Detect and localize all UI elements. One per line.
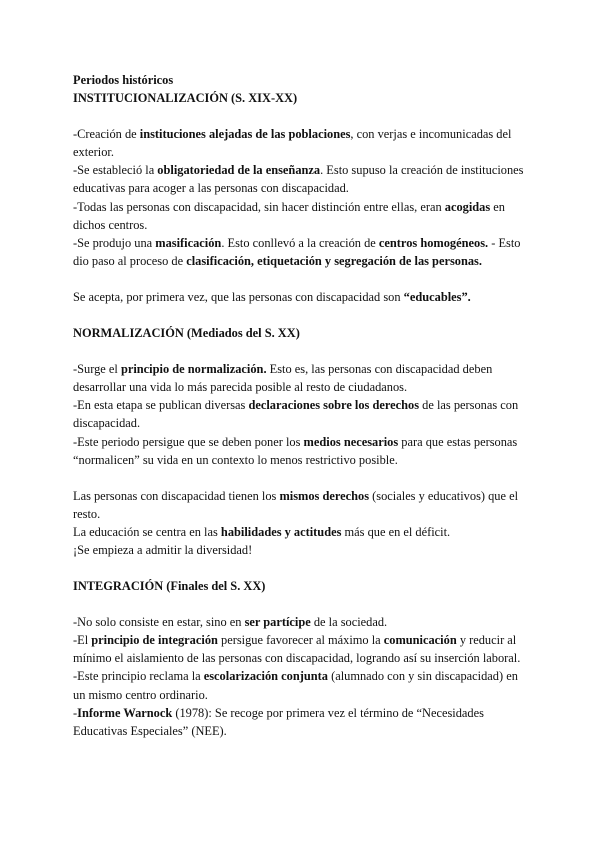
paragraph: -Se estableció la obligatoriedad de la enseñanza. Esto supuso la creación de instituciones educativas para acoger a las personas con discapacidad. [73, 163, 524, 196]
paragraph: -Este principio reclama la escolarización conjunta (alumnado con y sin discapacidad) en un mismo centro ordinario. [73, 669, 518, 702]
section-heading-normalizacion: NORMALIZACIÓN (Mediados del S. XX) [73, 326, 300, 341]
paragraph: -Surge el principio de normalización. Esto es, las personas con discapacidad deben desarrollar una vida lo más parecida posible al resto de ciudadanos. [73, 362, 493, 395]
paragraph: ¡Se empieza a admitir la diversidad! [73, 542, 253, 557]
paragraph: -No solo consiste en estar, sino en ser partícipe de la sociedad. [73, 615, 388, 630]
paragraph: -En esta etapa se publican diversas declaraciones sobre los derechos de las personas con discapacidad. [73, 398, 519, 431]
paragraph: -Todas las personas con discapacidad, sin hacer distinción entre ellas, eran acogidas en dichos centros. [73, 199, 505, 232]
paragraph: Se acepta, por primera vez, que las personas con discapacidad son “educables”. [73, 289, 471, 304]
paragraph: -El principio de integración persigue favorecer al máximo la comunicación y reducir al mínimo el aislamiento de las personas con discapacidad, logrando así su inserción laboral. [73, 633, 521, 666]
paragraph: -Creación de instituciones alejadas de las poblaciones, con verjas e incomunicadas del exterior. [73, 127, 512, 160]
paragraph: -Este periodo persigue que se deben poner los medios necesarios para que estas personas “normalicen” su vida en un contexto lo menos restrictivo posible. [73, 434, 518, 467]
paragraph: La educación se centra en las habilidades y actitudes más que en el déficit. [73, 524, 451, 539]
section-heading-institucionalizacion: INSTITUCIONALIZACIÓN (S. XIX-XX) [73, 91, 298, 106]
paragraph: -Informe Warnock (1978): Se recoge por primera vez el término de “Necesidades Educativas Especiales” (NEE). [73, 705, 484, 738]
document-title: Periodos históricos [73, 73, 174, 87]
paragraph: Las personas con discapacidad tienen los mismos derechos (sociales y educativos) que el resto. [73, 488, 519, 521]
document-body [73, 71, 525, 740]
section-heading-integracion: INTEGRACIÓN (Finales del S. XX) [73, 579, 266, 594]
paragraph: -Se produjo una masificación. Esto conllevó a la creación de centros homogéneos. - Esto dio paso al proceso de clasificación, etiquetación y segregación de las personas. [73, 235, 521, 268]
